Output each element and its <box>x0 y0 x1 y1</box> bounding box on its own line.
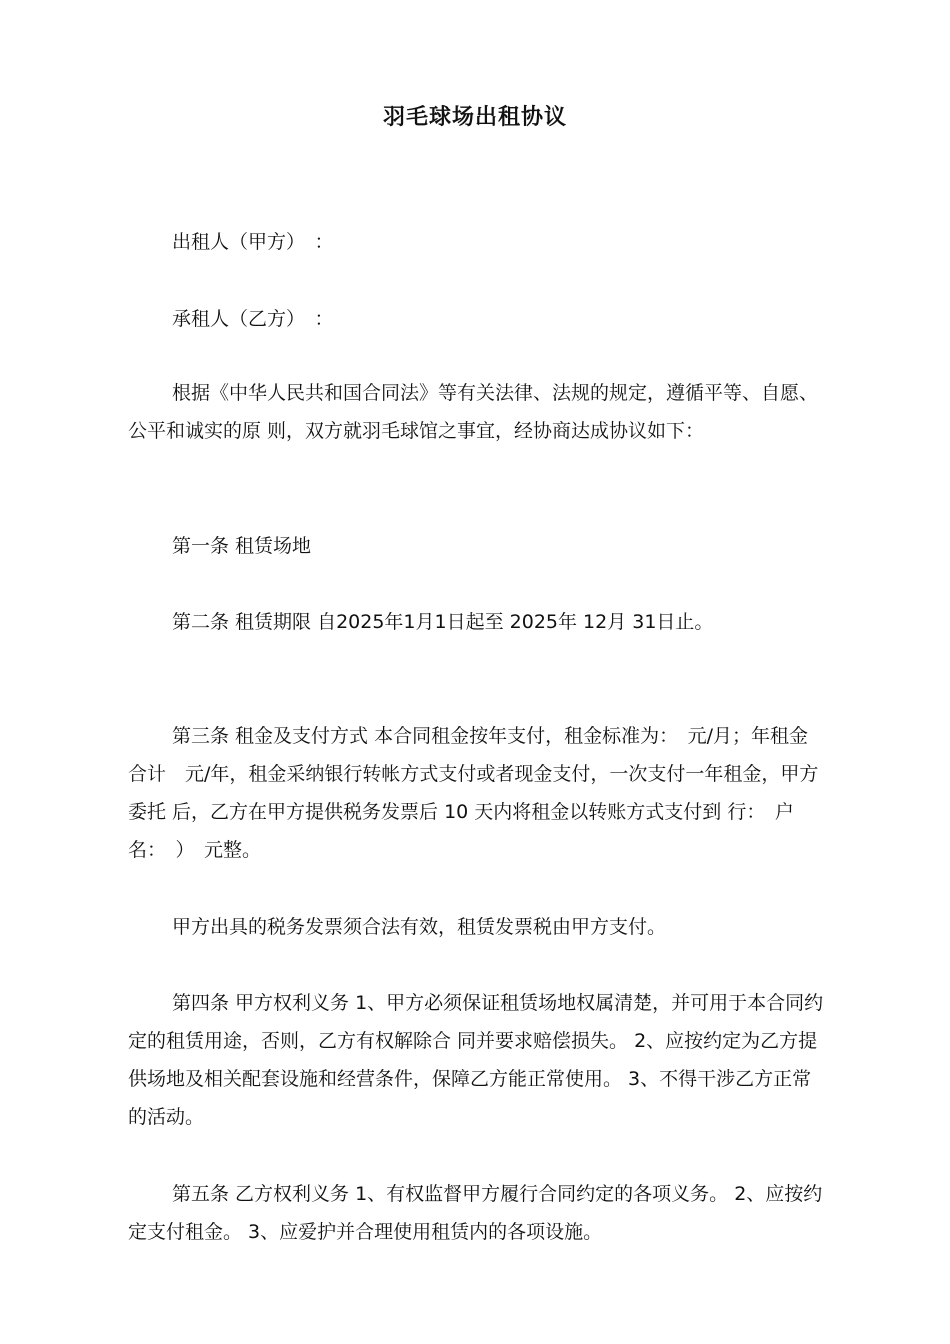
article-3: 第三条 租金及支付方式 本合同租金按年支付，租金标准为： 元/月；年租金合计 元/年，租金采纳银行转帐方式支付或者现金支付，一次支付一年租金，甲方委托 后，乙方在甲方提供税务发票后 10 天内将租金以转账方式支付到 行： 户名： ） 元整。 <box>128 725 819 861</box>
invoice-note: 甲方出具的税务发票须合法有效，租赁发票税由甲方支付。 <box>172 916 667 938</box>
document-title: 羽毛球场出租协议 <box>382 105 567 130</box>
lessee-line: 承租人（乙方） ： <box>172 308 334 330</box>
article-5: 第五条 乙方权利义务 1、有权监督甲方履行合同约定的各项义务。 2、应按约定支付租金。 3、应爱护并合理使用租赁内的各项设施。 <box>128 1183 823 1243</box>
article-4: 第四条 甲方权利义务 1、甲方必须保证租赁场地权属清楚，并可用于本合同约定的租赁用途，否则，乙方有权解除合 同并要求赔偿损失。 2、应按约定为乙方提供场地及相关配套设施和经营条件，保障乙方能正常使用。 3、不得干涉乙方正常的活动。 <box>128 992 824 1128</box>
article-1: 第一条 租赁场地 <box>172 535 312 557</box>
article-2: 第二条 租赁期限 自2025年1月1日起至 2025年 12月 31日止。 <box>172 611 714 633</box>
basis-paragraph: 根据《中华人民共和国合同法》等有关法律、法规的规定，遵循平等、自愿、公平和诚实的原 则，双方就羽毛球馆之事宜，经协商达成协议如下： <box>128 382 819 442</box>
lessor-line: 出租人（甲方） ： <box>172 231 334 253</box>
